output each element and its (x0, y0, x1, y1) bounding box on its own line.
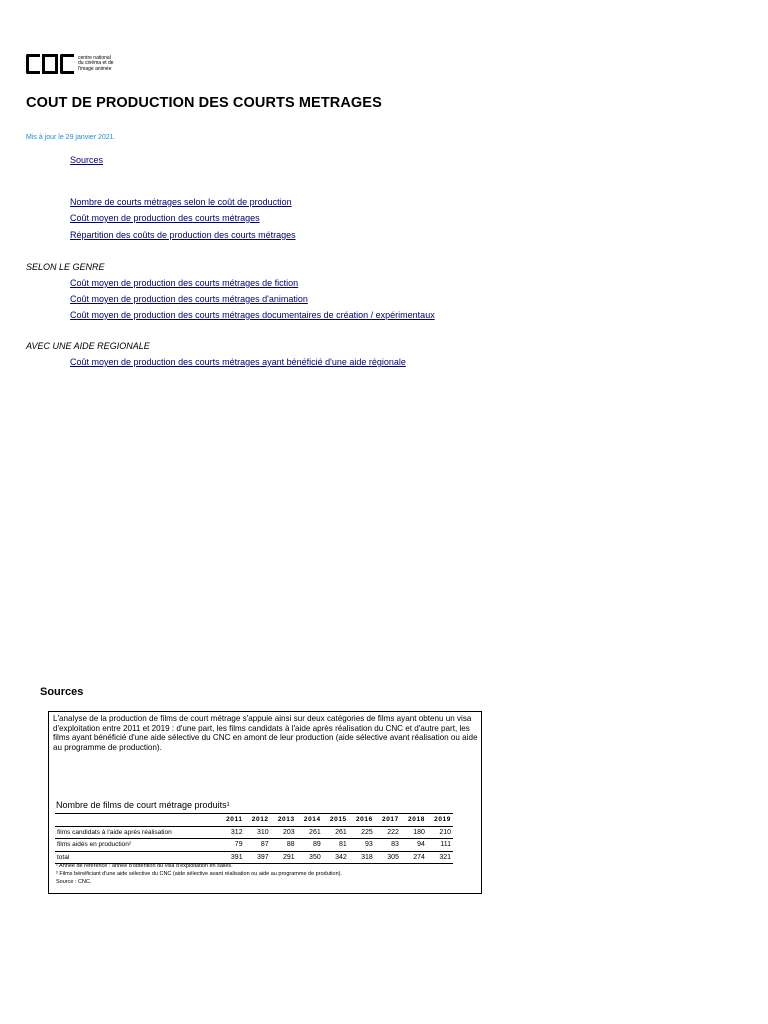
logo-line: centre national (78, 54, 111, 61)
row-label: total (57, 853, 70, 861)
cnc-logo (26, 52, 114, 76)
table-notes (56, 862, 342, 886)
link-average-cost[interactable]: Coût moyen de production des courts métrages (70, 213, 260, 223)
section-label-genre: SELON LE GENRE (26, 262, 105, 272)
table-cell: 94 (417, 841, 425, 848)
footnote: ² Films bénéficiant d'une aide sélective du CNC (aide sélective avant réalisation ou aide au programme de prodution). (56, 871, 342, 877)
table-cell: 87 (260, 841, 269, 848)
table-cell: 350 (309, 853, 321, 861)
table-cell: 397 (256, 853, 269, 861)
year-header: 2013 (277, 816, 295, 823)
year-header: 2015 (329, 816, 347, 823)
link-animation-cost[interactable]: Coût moyen de production des courts métrages d'animation (70, 294, 308, 304)
cnc-logo-text (78, 56, 114, 73)
table-cell: 180 (413, 828, 425, 836)
sources-description: L'analyse de la production de films de court métrage s'appuie ainsi sur deux catégories de films ayant obtenu un visa d'exploitation entre 2011 et 2019 : d'une part, les films candidats à l'aide après réalisation du CNC et d'autre part, les films ayant bénéficié d'une aide sélective du CNC en amont de leur production (aide sélective avant réalisation ou aide au programme de production). (53, 714, 478, 752)
table-cell: 203 (283, 828, 295, 836)
table-cell: 305 (387, 853, 399, 861)
table-cell: 83 (391, 841, 399, 848)
films-count-table (55, 813, 453, 864)
table-cell: 391 (230, 853, 243, 861)
table-header-blank (55, 814, 219, 827)
page-title: COUT DE PRODUCTION DES COURTS METRAGES (26, 95, 382, 111)
link-regional-aid-cost[interactable]: Coût moyen de production des courts métrages ayant bénéficié d'une aide régionale (70, 357, 406, 367)
table-cell: 310 (256, 828, 269, 836)
row-label: films aidés en production² (57, 841, 132, 848)
logo-line: l'image animée (78, 65, 112, 72)
year-header: 2011 (226, 816, 243, 823)
link-documentary-cost[interactable]: Coût moyen de production des courts métrages documentaires de création / expérimentaux (70, 310, 435, 320)
table-row (55, 826, 453, 839)
table-cell: 274 (413, 853, 425, 861)
table-cell: 93 (365, 841, 373, 848)
table-cell: 88 (286, 841, 295, 848)
update-date: Mis à jour le 29 janvier 2021. (26, 134, 116, 141)
table-title: Nombre de films de court métrage produits¹ (56, 800, 230, 810)
sources-box (48, 711, 482, 894)
table-cell: 225 (361, 828, 373, 836)
link-count-by-cost[interactable]: Nombre de courts métrages selon le coût de production (70, 197, 292, 207)
table-cell: 81 (338, 841, 347, 848)
link-cost-breakdown[interactable]: Répartition des coûts de production des courts métrages (70, 230, 296, 240)
year-header: 2017 (382, 816, 399, 823)
table-cell: 210 (439, 828, 451, 836)
row-label: films candidats à l'aide après réalisation (57, 828, 172, 836)
table-cell: 261 (335, 828, 347, 836)
link-sources[interactable]: Sources (70, 155, 104, 165)
table-cell: 89 (312, 841, 321, 848)
table-cell: 318 (361, 853, 373, 861)
table-row (55, 839, 453, 852)
year-header: 2012 (251, 816, 269, 823)
year-header: 2018 (408, 816, 425, 823)
table-cell: 79 (234, 841, 243, 848)
year-header: 2014 (303, 816, 321, 823)
section-label-regional: AVEC UNE AIDE REGIONALE (26, 341, 150, 351)
year-header: 2019 (434, 816, 451, 823)
table-cell: 312 (230, 828, 243, 836)
logo-line: du cinéma et de (78, 60, 114, 67)
table-cell: 261 (309, 828, 321, 836)
source-note: Source : CNC. (56, 879, 92, 885)
cnc-logo-mark (26, 54, 74, 74)
table-cell: 291 (283, 853, 295, 861)
table-cell: 321 (439, 853, 451, 861)
sources-heading: Sources (40, 686, 84, 698)
table-header-row (55, 814, 453, 827)
footnote: ¹ Année de référence : année d'obtention du visa d'exploitation en salles. (56, 863, 233, 869)
year-header: 2016 (355, 816, 373, 823)
table-cell: 222 (387, 828, 399, 836)
table-cell: 111 (440, 841, 451, 848)
table-cell: 342 (335, 853, 347, 861)
link-fiction-cost[interactable]: Coût moyen de production des courts métrages de fiction (70, 278, 299, 288)
